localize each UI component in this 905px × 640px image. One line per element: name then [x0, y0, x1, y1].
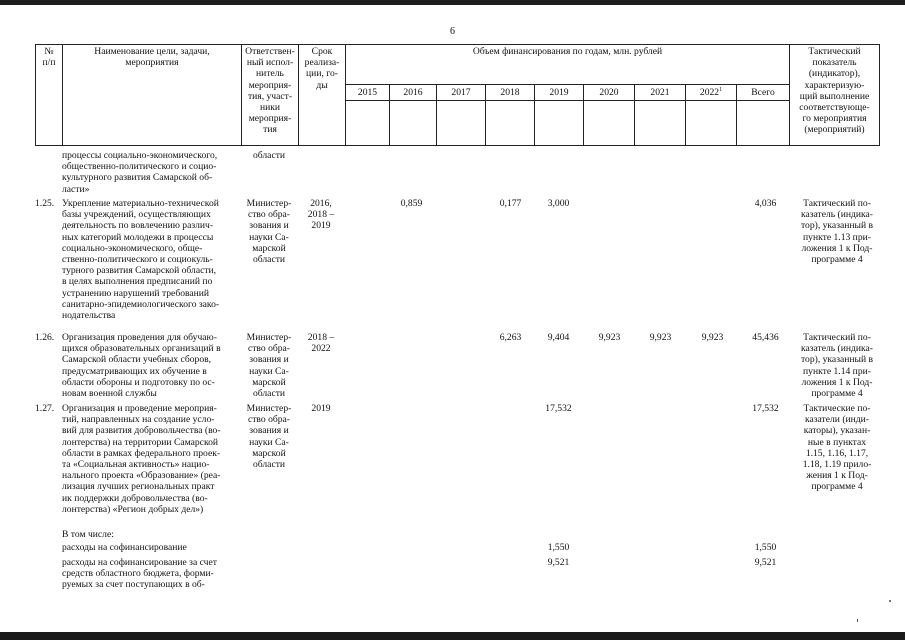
header-financing-title: Объем финансирования по годам, млн. рублей [346, 45, 790, 85]
text-line: ство обра- [247, 343, 291, 355]
text-line: зования и [249, 425, 289, 437]
text-line: области [252, 459, 286, 471]
text-line: Тактические по- [803, 403, 871, 414]
text-line: казатель (индика- [800, 343, 874, 355]
header-col-indicator [790, 45, 880, 146]
text-line: вий для развития добровольчества (во- [62, 425, 221, 437]
text-line: тор), указанный в [800, 354, 874, 366]
value-total: 45,436 [752, 332, 779, 343]
text-line: ственно-политического и социокуль- [62, 254, 213, 266]
header-col-number [36, 45, 63, 146]
header-col-term [299, 45, 346, 146]
text-line: каторы), указан- [803, 425, 871, 437]
header-blank-cell [686, 101, 737, 146]
row-executor [241, 332, 297, 399]
table-header [35, 44, 880, 146]
text-line: расходы на софинансирование за счет [62, 557, 217, 568]
page-number: 6 [450, 26, 455, 37]
header-year-2020: 2020 [584, 85, 635, 101]
text-line: программе 4 [811, 481, 863, 493]
text-line: Тактический по- [803, 198, 871, 209]
value-2019: 17,532 [545, 403, 572, 414]
value-2019: 9,521 [547, 557, 570, 568]
text-line: области [252, 388, 286, 400]
header-text: ники [259, 102, 281, 114]
text-line: социально-экономического, обще- [62, 242, 203, 254]
subrow-name [62, 557, 240, 591]
header-text: мероприятия [125, 57, 179, 69]
text-line: Самарской области учебных сборов, [62, 354, 212, 366]
including-label: В том числе: [62, 529, 114, 540]
text-line: 2018 – [307, 209, 335, 221]
header-text: мероприя- [248, 113, 292, 125]
text-line: Министер- [246, 332, 292, 343]
text-line: 1.18, 1.19 прило- [802, 459, 872, 471]
header-text: реализа- [304, 57, 340, 69]
text-line: 2019 [311, 220, 331, 232]
text-line: деятельность по вовлечению различ- [62, 220, 214, 232]
header-text: (мероприятий) [804, 124, 865, 136]
header-text: п/п [42, 57, 56, 69]
text-line: ложения 1 к Под- [801, 242, 873, 254]
header-blank-cell [535, 101, 584, 146]
row-name [62, 403, 240, 515]
text-line: Министер- [246, 403, 292, 414]
header-blank-cell [346, 101, 390, 146]
header-text: ный испол- [246, 57, 294, 69]
header-text: тия [263, 124, 277, 136]
header-text: показатель [812, 57, 857, 69]
text-line: ные в пунктах [807, 436, 867, 448]
header-text: Ответствен- [245, 46, 295, 57]
text-line: нального проекта «Образование» (реа- [62, 470, 221, 482]
scan-top-edge [0, 0, 905, 5]
text-line: области [252, 150, 286, 161]
value-2018: 6,263 [499, 332, 522, 343]
header-col-name [63, 45, 242, 146]
value-2021: 9,923 [649, 332, 672, 343]
text-line: культурного развития Самарской об- [62, 172, 213, 184]
header-text: ды [316, 79, 328, 91]
text-line: 1.15, 1.16, 1.17, [805, 447, 869, 459]
text-line: Укрепление материально-технической [62, 198, 219, 209]
header-text: щий выполнение [799, 90, 870, 102]
header-year-2016: 2016 [390, 85, 437, 101]
text-line: та «Социальная активность» нацио- [62, 459, 210, 471]
row-executor [241, 198, 297, 265]
text-line: науки Са- [249, 365, 289, 377]
header-text: тия, участ- [247, 90, 293, 102]
header-blank-cell [437, 101, 486, 146]
row-term [298, 198, 344, 232]
text-line: тор), указанный в [800, 220, 874, 232]
text-line: области в рамках федерального проек- [62, 447, 221, 459]
text-line: 2019 [311, 403, 331, 414]
header-text: ции, го- [306, 68, 338, 80]
header-year-2019: 2019 [535, 85, 584, 101]
value-total: 9,521 [754, 557, 777, 568]
text-line: казатели (инди- [804, 414, 870, 426]
text-line: предусматривающих их обучение в [62, 365, 207, 377]
row-indicator [792, 198, 882, 265]
text-line: марской [252, 376, 286, 388]
header-year-2021: 2021 [635, 85, 686, 101]
row-name [62, 332, 240, 399]
text-line: области [252, 254, 286, 266]
text-line: ложения 1 к Под- [801, 376, 873, 388]
header-year-2022-footnote-mark: 1 [719, 86, 723, 93]
row-number: 1.26. [35, 332, 55, 343]
value-2020: 9,923 [598, 332, 621, 343]
value-total: 1,550 [754, 542, 777, 553]
header-blank-cell [635, 101, 686, 146]
text-line: ство обра- [247, 209, 291, 221]
header-year-2018: 2018 [486, 85, 535, 101]
header-year-2022 [686, 85, 737, 101]
header-text: мероприя- [248, 79, 292, 91]
header-blank-cell [486, 101, 535, 146]
row-term [298, 403, 344, 414]
header-total: Всего [737, 85, 790, 101]
value-2019: 3,000 [547, 198, 570, 209]
continuation-executor [241, 150, 297, 161]
value-2019: 1,550 [547, 542, 570, 553]
header-text: Тактический [808, 46, 861, 57]
value-total: 4,036 [754, 198, 777, 209]
text-line: 2022 [311, 343, 331, 355]
value-2019: 9,404 [547, 332, 570, 343]
text-line: процессы социально-экономического, [62, 150, 218, 161]
header-text: № [44, 46, 54, 57]
value-2018: 0,177 [499, 198, 522, 209]
scan-bottom-edge [0, 632, 905, 640]
text-line: санитарно-эпидемиологического зако- [62, 298, 220, 310]
text-line: Организация и проведение мероприя- [62, 403, 217, 414]
text-line: пункте 1.14 при- [803, 365, 871, 377]
text-line: устранению нарушений требований [62, 287, 210, 299]
header-text: Наименование цели, задачи, [94, 46, 210, 57]
subrow-name [62, 542, 240, 553]
text-line: Тактический по- [803, 332, 871, 343]
text-line: зования и [249, 354, 289, 366]
text-line: лонтерства) на территории Самарской [62, 436, 219, 448]
header-text: (индикатор), [808, 68, 861, 80]
header-text: соответствующе- [799, 102, 870, 114]
value-total: 17,532 [752, 403, 779, 414]
row-indicator [792, 403, 882, 493]
header-text: Срок [311, 46, 333, 57]
text-line: 2016, [310, 198, 332, 209]
text-line: лонтерства) «Регион добрых дел») [62, 503, 204, 515]
row-number: 1.25. [35, 198, 55, 209]
header-blank-cell [584, 101, 635, 146]
text-line: науки Са- [249, 436, 289, 448]
text-line: турного развития Самарской области, [62, 265, 217, 277]
text-line: базы учреждений, осуществляющих [62, 209, 211, 221]
header-year-2015: 2015 [346, 85, 390, 101]
header-year-2022-label: 2022 [699, 86, 720, 98]
text-line: марской [252, 447, 286, 459]
text-line: ласти» [62, 183, 90, 195]
text-line: нодательства [62, 310, 116, 322]
header-year-2017: 2017 [437, 85, 486, 101]
text-line: области обороны и подготовку по ос- [62, 376, 215, 388]
text-line: казатель (индика- [800, 209, 874, 221]
text-line: Министер- [246, 198, 292, 209]
row-indicator [792, 332, 882, 399]
text-line: пункте 1.13 при- [803, 231, 871, 243]
row-term [298, 332, 344, 354]
text-line: общественно-политического и социо- [62, 161, 217, 173]
scan-speck [889, 600, 891, 602]
text-line: тий, направленных на создание усло- [62, 414, 215, 426]
text-line: марской [252, 242, 286, 254]
row-executor [241, 403, 297, 470]
text-line: ик поддержки добровольчества (во- [62, 492, 208, 504]
text-line: лизация лучших региональных практ [62, 481, 215, 493]
continuation-name [62, 150, 240, 195]
header-blank-cell [737, 101, 790, 146]
header-text: го мероприятия [802, 113, 867, 125]
text-line: жения 1 к Под- [806, 470, 868, 482]
text-line: зования и [249, 220, 289, 232]
text-line: Организация проведения для обучаю- [62, 332, 217, 343]
header-text: характеризую- [804, 79, 865, 91]
value-2022: 9,923 [701, 332, 724, 343]
text-line: науки Са- [249, 231, 289, 243]
text-line: щихся образовательных организаций в [62, 343, 221, 355]
text-line: ство обра- [247, 414, 291, 426]
text-line: программе 4 [811, 388, 863, 400]
text-line: 2018 – [307, 332, 335, 343]
header-col-executor [242, 45, 299, 146]
text-line: в целях выполнения предписаний по [62, 276, 213, 288]
text-line: руемых за счет поступающих в об- [62, 579, 205, 591]
row-name [62, 198, 240, 321]
header-text: нитель [256, 68, 284, 80]
text-line: расходы на софинансирование [62, 542, 187, 553]
text-line: программе 4 [811, 254, 863, 266]
text-line: средств областного бюджета, форми- [62, 568, 214, 580]
value-2016: 0,859 [400, 198, 423, 209]
text-line: новам военной службы [62, 388, 157, 400]
text-line: ных категорий молодежи в процессы [62, 231, 214, 243]
scan-speck [857, 619, 858, 622]
row-number: 1.27. [35, 403, 55, 414]
header-blank-cell [390, 101, 437, 146]
